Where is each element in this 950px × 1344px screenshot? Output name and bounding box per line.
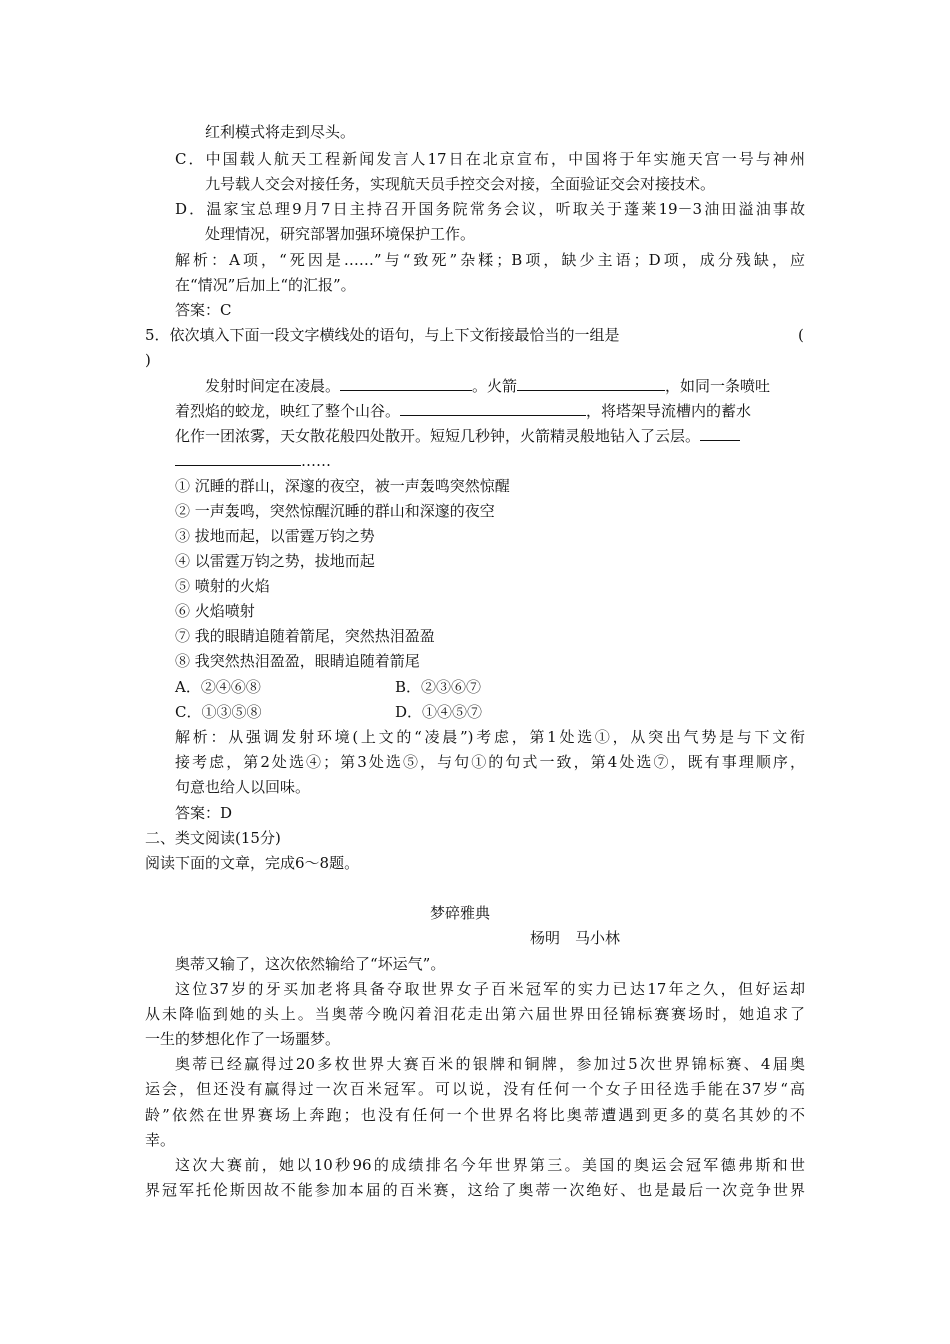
q5-analysis-line3: 句意也给人以回味。	[175, 778, 311, 796]
q5-item: ① 沉睡的群山，深邃的夜空，被一声轰鸣突然惊醒	[175, 477, 510, 495]
q4-option-d-line1: D．温家宝总理9月7日主持召开国务院常务会议，听取关于蓬莱19－3油田溢油事故	[175, 200, 805, 218]
article-paragraph-3-line2: 运会，但还没有赢得过一次百米冠军。可以说，没有任何一个女子田径选手能在37岁“高	[145, 1080, 805, 1098]
section-heading: 二、类文阅读(15分)	[145, 829, 281, 847]
q5-paren-open: (	[798, 326, 804, 344]
q5-passage-line2	[175, 401, 751, 421]
q5-item: ⑤ 喷射的火焰	[175, 577, 270, 595]
q4-prev-continuation: 红利模式将走到尽头。	[205, 123, 356, 141]
fill-blank-2	[517, 376, 665, 391]
q5-answer: 答案：D	[175, 804, 233, 822]
q5-analysis-line2: 接考虑，第2处选④；第3处选⑤，与句①的句式一致，第4处选⑦，既有事理顺序，	[175, 753, 805, 771]
q5-passage-text: ，将塔架导流槽内的蓄水	[586, 402, 752, 420]
q4-answer: 答案：C	[175, 301, 232, 319]
q4-analysis-line1: 解析：A项，“死因是……”与“致死”杂糅；B项，缺少主语；D项，成分残缺，应	[175, 251, 805, 269]
q5-option-c: C．①③⑤⑧	[175, 703, 262, 721]
article-author: 杨明 马小林	[530, 929, 621, 947]
q5-item: ③ 拔地而起，以雷霆万钧之势	[175, 527, 375, 545]
q4-option-c-line2: 九号载人交会对接任务，实现航天员手控交会对接，全面验证交会对接技术。	[205, 175, 716, 193]
article-paragraph-4-line1: 这次大赛前，她以10秒96的成绩排名今年世界第三。美国的奥运会冠军德弗斯和世	[175, 1156, 805, 1174]
q5-option-a: A．②④⑥⑧	[175, 678, 261, 696]
fill-blank-1	[340, 376, 472, 391]
q5-passage-line1	[205, 376, 770, 396]
q5-option-d: D．①④⑤⑦	[395, 703, 483, 721]
fill-blank-3	[400, 401, 586, 416]
article-paragraph-3-line4: 幸。	[145, 1131, 176, 1149]
q4-option-c-line1: C．中国载人航天工程新闻发言人17日在北京宣布，中国将于年实施天宫一号与神州	[175, 150, 805, 168]
article-paragraph-3-line1: 奥蒂已经赢得过20多枚世界大赛百米的银牌和铜牌，参加过5次世界锦标赛、4届奥	[175, 1055, 805, 1073]
q5-item: ② 一声轰鸣，突然惊醒沉睡的群山和深邃的夜空	[175, 502, 495, 520]
q4-option-d-line2: 处理情况，研究部署加强环境保护工作。	[205, 225, 476, 243]
q5-item: ⑦ 我的眼睛追随着箭尾，突然热泪盈盈	[175, 627, 435, 645]
q5-passage-text: 化作一团浓雾，天女散花般四处散开。短短几秒钟，火箭精灵般地钻入了云层。	[175, 427, 701, 445]
q5-option-row-1	[175, 677, 261, 697]
q5-passage-text: 着烈焰的蛟龙，映红了整个山谷。	[175, 402, 401, 420]
q5-passage-line4	[175, 451, 331, 471]
q5-item: ⑧ 我突然热泪盈盈，眼睛追随着箭尾	[175, 652, 420, 670]
q4-analysis-line2: 在“情况”后加上“的汇报”。	[175, 276, 356, 294]
article-paragraph-2-line3: 一生的梦想化作了一场噩梦。	[145, 1030, 341, 1048]
q5-item: ⑥ 火焰喷射	[175, 602, 255, 620]
article-title: 梦碎雅典	[430, 904, 491, 922]
fill-blank-4a	[700, 426, 740, 441]
q5-analysis-line1: 解析：从强调发射环境(上文的“凌晨”)考虑，第1处选①，从突出气势是与下文衔	[175, 728, 805, 746]
article-paragraph-1: 奥蒂又输了，这次依然输给了“坏运气”。	[175, 955, 446, 973]
fill-blank-4b	[175, 451, 301, 466]
section-instruction: 阅读下面的文章，完成6～8题。	[145, 854, 360, 872]
q5-passage-text: 发射时间定在凌晨。	[205, 377, 341, 395]
q5-passage-text: 。火箭	[472, 377, 518, 395]
q5-paren-close: )	[145, 351, 151, 369]
article-paragraph-3-line3: 龄”依然在世界赛场上奔跑；也没有任何一个世界名将比奥蒂遭遇到更多的莫名其妙的不	[145, 1106, 805, 1124]
q5-stem: 5．依次填入下面一段文字横线处的语句，与上下文衔接最恰当的一组是	[145, 326, 620, 344]
article-paragraph-2-line1: 这位37岁的牙买加老将具备夺取世界女子百米冠军的实力已达17年之久，但好运却	[175, 980, 805, 998]
q5-option-b: B．②③⑥⑦	[395, 678, 482, 696]
q5-item: ④ 以雷霆万钧之势，拔地而起	[175, 552, 375, 570]
article-paragraph-2-line2: 从未降临到她的头上。当奥蒂今晚闪着泪花走出第六届世界田径锦标赛赛场时，她追求了	[145, 1005, 805, 1023]
q5-passage-line3	[175, 426, 740, 446]
article-paragraph-4-line2: 界冠军托伦斯因故不能参加本届的百米赛，这给了奥蒂一次绝好、也是最后一次竞争世界	[145, 1181, 805, 1199]
q5-passage-text: ，如同一条喷吐	[665, 377, 771, 395]
q5-passage-text: ……	[301, 452, 331, 470]
